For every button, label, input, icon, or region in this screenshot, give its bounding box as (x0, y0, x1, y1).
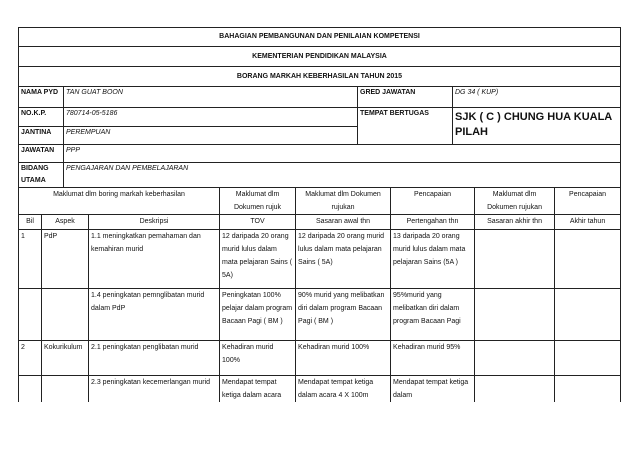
cell-deskripsi: 1.1 meningkatkan pemahaman dan kemahiran murid (89, 230, 220, 289)
jantina-label: JANTINA (19, 127, 64, 145)
cell-pertengahan: 95%murid yang melibatkan diri dalam program Bacaan Pagi (391, 289, 475, 341)
header-ministry: KEMENTERIAN PENDIDIKAN MALAYSIA (19, 47, 621, 67)
info-table (18, 27, 621, 188)
table-row (19, 289, 621, 341)
cell-aspek (42, 376, 89, 403)
nokp-value: 780714-05-5186 (64, 108, 358, 127)
cell-sasaran-akhir (475, 289, 555, 341)
col-tov: TOV (220, 215, 296, 230)
cell-sasaran-awal: Kehadiran murid 100% (296, 341, 391, 376)
cell-sasaran-akhir (475, 376, 555, 403)
cell-bil: 2 (19, 341, 42, 376)
jawatan-value: PPP (64, 145, 621, 163)
cell-sasaran-akhir (475, 230, 555, 289)
cell-pertengahan: Mendapat tempat ketiga dalam (391, 376, 475, 403)
gred-value: DG 34 ( KUP) (453, 87, 621, 108)
cell-deskripsi: 2.1 peningkatan penglibatan murid (89, 341, 220, 376)
cell-aspek: Kokurikulum (42, 341, 89, 376)
cell-bil (19, 289, 42, 341)
col-sasaran-akhir: Sasaran akhir thn (475, 215, 555, 230)
jawatan-label: JAWATAN (19, 145, 64, 163)
cell-pertengahan: Kehadiran murid 95% (391, 341, 475, 376)
cell-aspek (42, 289, 89, 341)
table-row (19, 376, 621, 403)
col-deskripsi: Deskripsi (89, 215, 220, 230)
cell-tov: Kehadiran murid 100% (220, 341, 296, 376)
cell-tov: Mendapat tempat ketiga dalam acara (220, 376, 296, 403)
jantina-value: PEREMPUAN (64, 127, 358, 145)
col-aspek: Aspek (42, 215, 89, 230)
nama-label: NAMA PYD (19, 87, 64, 108)
col-pertengahan: Pertengahan thn (391, 215, 475, 230)
cell-tov: Peningkatan 100% pelajar dalam program Bacaan Pagi ( BM ) (220, 289, 296, 341)
tempat-value: SJK ( C ) CHUNG HUA KUALA PILAH (453, 108, 621, 145)
tempat-label: TEMPAT BERTUGAS (358, 108, 453, 145)
gred-label: GRED JAWATAN (358, 87, 453, 108)
cell-akhir (555, 289, 621, 341)
group-dok-rujukan-2: Maklumat dlm Dokumen rujukan (475, 188, 555, 215)
bidang-value: PENGAJARAN DAN PEMBELAJARAN (64, 163, 621, 188)
cell-tov: 12 daripada 20 orang murid lulus dalam mata pelajaran Sains ( 5A) (220, 230, 296, 289)
cell-bil: 1 (19, 230, 42, 289)
group-pencapaian-1: Pencapaian (391, 188, 475, 215)
keberhasilan-table (18, 188, 621, 402)
cell-aspek: PdP (42, 230, 89, 289)
cell-deskripsi: 1.4 peningkatan pemnglibatan murid dalam PdP (89, 289, 220, 341)
group-pencapaian-2: Pencapaian (555, 188, 621, 215)
cell-sasaran-awal: 12 daripada 20 orang murid lulus dalam mata pelajaran Sains ( 5A) (296, 230, 391, 289)
cell-bil (19, 376, 42, 403)
document (18, 27, 620, 402)
cell-akhir (555, 230, 621, 289)
cell-akhir (555, 376, 621, 403)
col-akhir: Akhir tahun (555, 215, 621, 230)
nama-value: TAN GUAT BOON (64, 87, 358, 108)
table-row (19, 341, 621, 376)
group-dok-rujuk: Maklumat dlm Dokumen rujuk (220, 188, 296, 215)
header-form-title: BORANG MARKAH KEBERHASILAN TAHUN 2015 (19, 67, 621, 87)
group-maklumat-boring: Maklumat dlm boring markah keberhasilan (19, 188, 220, 215)
cell-akhir (555, 341, 621, 376)
cell-deskripsi: 2.3 peningkatan kecemerlangan murid (89, 376, 220, 403)
cell-pertengahan: 13 daripada 20 orang murid lulus dalam mata pelajaran Sains (5A ) (391, 230, 475, 289)
cell-sasaran-akhir (475, 341, 555, 376)
col-bil: Bil (19, 215, 42, 230)
cell-sasaran-awal: Mendapat tempat ketiga dalam acara 4 X 100m (296, 376, 391, 403)
cell-sasaran-awal: 90% murid yang melibatkan diri dalam program Bacaan Pagi ( BM ) (296, 289, 391, 341)
table-row (19, 230, 621, 289)
bidang-label: BIDANG UTAMA (19, 163, 64, 188)
col-sasaran-awal: Sasaran awal thn (296, 215, 391, 230)
nokp-label: NO.K.P. (19, 108, 64, 127)
group-dok-rujukan: Maklumat dlm Dokumen rujukan (296, 188, 391, 215)
header-title: BAHAGIAN PEMBANGUNAN DAN PENILAIAN KOMPETENSI (19, 28, 621, 47)
